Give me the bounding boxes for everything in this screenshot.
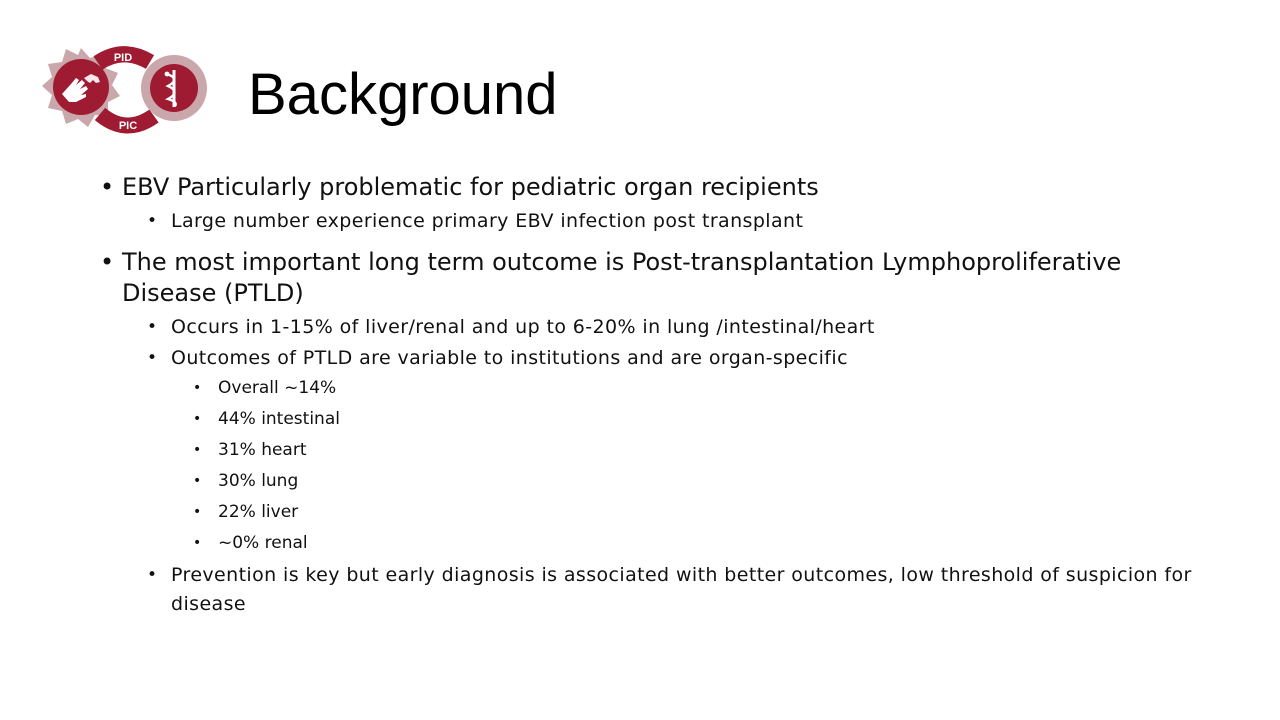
bullet-level2: • Large number experience primary EBV infection post transplant <box>171 207 1200 236</box>
bullet-level1: • EBV Particularly problematic for pediatric organ recipients <box>122 172 1200 203</box>
pidpic-logo <box>38 44 213 139</box>
bullet-level2: • Outcomes of PTLD are variable to institutions and are organ-specific <box>171 344 1200 373</box>
caduceus-icon <box>141 55 207 121</box>
bullet-level3: • 22% liver <box>218 497 1200 528</box>
bullet-level3: • 44% intestinal <box>218 404 1200 435</box>
bullet-level2: • Prevention is key but early diagnosis is associated with better outcomes, low threshold of suspicion for disease <box>171 561 1200 619</box>
bullet-list <box>100 172 1200 619</box>
bullet-level1: • The most important long term outcome is Post-transplantation Lymphoproliferative Disease (PTLD) <box>122 247 1200 309</box>
bullet-level3: • 31% heart <box>218 435 1200 466</box>
bullet-level3: • Overall ~14% <box>218 373 1200 404</box>
bullet-level3: • ~0% renal <box>218 528 1200 559</box>
bullet-level3: • 30% lung <box>218 466 1200 497</box>
logo-top-text: PID <box>113 52 133 64</box>
logo-bottom-text: PIC <box>118 120 138 132</box>
bullet-level2: • Occurs in 1-15% of liver/renal and up to 6-20% in lung /intestinal/heart <box>171 313 1200 342</box>
slide-title: Background <box>248 62 558 127</box>
